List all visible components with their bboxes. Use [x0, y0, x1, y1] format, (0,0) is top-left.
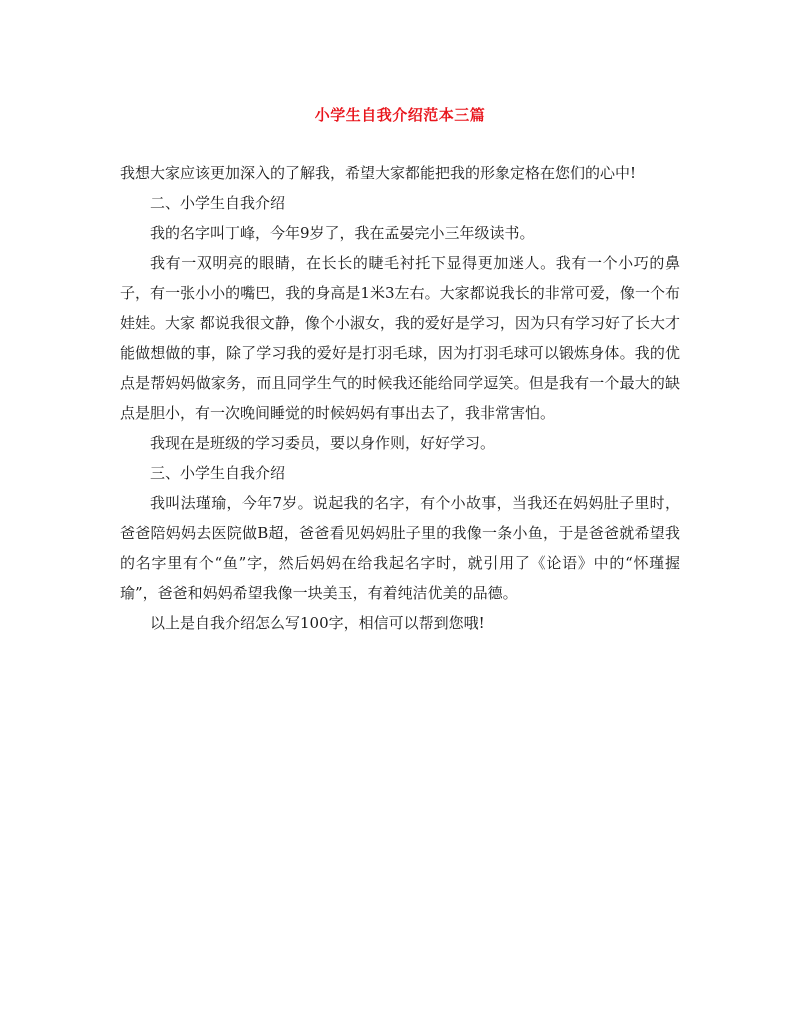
paragraph-name-story: 我叫法瑾瑜，今年7岁。说起我的名字，有个小故事，当我还在妈妈肚子里时，爸爸陪妈妈去医院做B超，爸爸看见妈妈肚子里的我像一条小鱼，于是爸爸就希望我的名字里有个“鱼”字，然后妈妈在给我起名字时，就引用了《论语》中的“怀瑾握瑜”，爸爸和妈妈希望我像一块美玉，有着纯洁优美的品德。 — [120, 494, 680, 602]
paragraph-description: 我有一双明亮的眼睛，在长长的睫毛衬托下显得更加迷人。我有一个小巧的鼻子，有一张小小的嘴巴，我的身高是1米3左右。大家都说我长的非常可爱，像一个布娃娃。大家 都说我很文静，像个小淑女，我的爱好是学习，因为只有学习好了长大才能做想做的事，除了学习我的爱好是打羽毛球，因为打羽毛球可以锻炼身体。我的优点是帮妈妈做家务，而且同学生气的时候我还能给同学逗笑。但是我有一个最大的缺点是胆小，有一次晚间睡觉的时候妈妈有事出去了，我非常害怕。 — [120, 254, 680, 422]
page-title: 小学生自我介绍范本三篇 — [314, 106, 486, 124]
paragraph-intro: 我想大家应该更加深入的了解我，希望大家都能把我的形象定格在您们的心中! — [120, 164, 637, 182]
paragraph-class-role: 我现在是班级的学习委员，要以身作则，好好学习。 — [150, 434, 496, 452]
paragraph-closing: 以上是自我介绍怎么写100字，相信可以帮到您哦! — [150, 614, 485, 632]
section-heading-2: 二、小学生自我介绍 — [150, 194, 286, 212]
document-body — [120, 158, 680, 638]
paragraph-name-age: 我的名字叫丁峰，今年9岁了，我在孟晏完小三年级读书。 — [150, 224, 535, 242]
section-heading-3: 三、小学生自我介绍 — [150, 464, 286, 482]
